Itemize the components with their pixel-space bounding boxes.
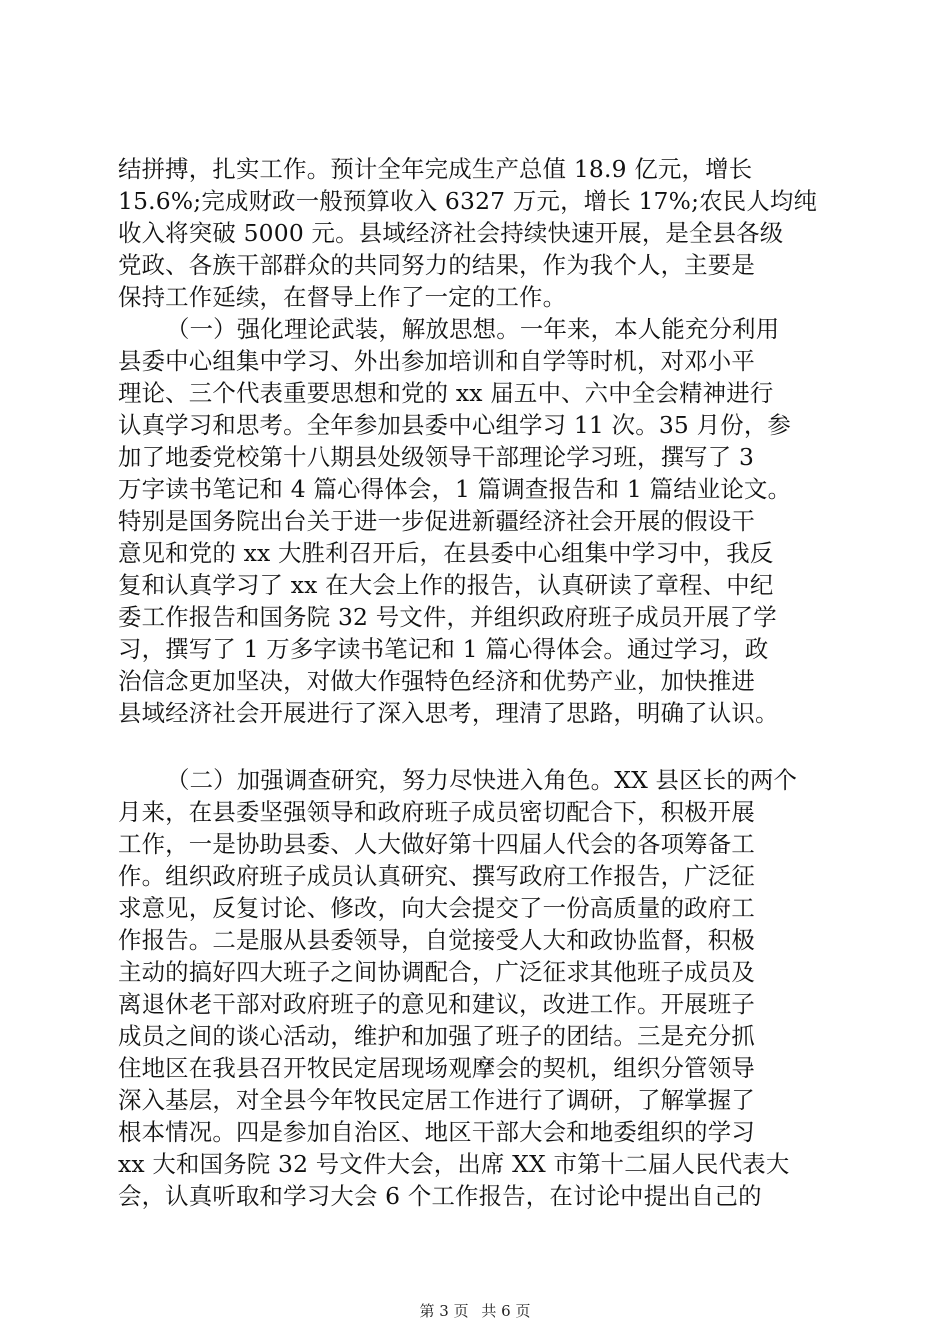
text-line: 主动的搞好四大班子之间协调配合，广泛征求其他班子成员及 [118, 958, 755, 986]
text-line: 作。组织政府班子成员认真研究、撰写政府工作报告，广泛征 [118, 862, 755, 890]
text-line: 理论、三个代表重要思想和党的 xx 届五中、六中全会精神进行 [118, 379, 774, 407]
total-pages: 共 6 页 [481, 1302, 531, 1320]
text-line: 求意见，反复讨论、修改，向大会提交了一份高质量的政府工 [118, 894, 755, 922]
paragraph-continuation [118, 153, 838, 313]
text-line: 加了地委党校第十八期县处级领导干部理论学习班，撰写了 3 [118, 443, 755, 471]
text-line: 党政、各族干部群众的共同努力的结果，作为我个人，主要是 [118, 251, 755, 279]
text-line: 意见和党的 xx 大胜利召开后，在县委中心组集中学习中，我反 [118, 539, 774, 567]
text-line: 特别是国务院出台关于进一步促进新疆经济社会开展的假设干 [118, 507, 755, 535]
section-two-paragraph [118, 764, 838, 1212]
text-line: 根本情况。四是参加自治区、地区干部大会和地委组织的学习 [118, 1118, 755, 1146]
page-footer [0, 1300, 950, 1321]
text-line: 保持工作延续，在督导上作了一定的工作。 [118, 283, 567, 311]
text-line: 作报告。二是服从县委领导，自觉接受人大和政协监督，积极 [118, 926, 755, 954]
text-line: 月来，在县委坚强领导和政府班子成员密切配合下，积极开展 [118, 798, 755, 826]
text-line: 县域经济社会开展进行了深入思考，理清了思路，明确了认识。 [118, 699, 779, 727]
text-line: 离退休老干部对政府班子的意见和建议，改进工作。开展班子 [118, 990, 755, 1018]
text-line: 深入基层，对全县今年牧民定居工作进行了调研，了解掌握了 [118, 1086, 755, 1114]
text-line: 万字读书笔记和 4 篇心得体会，1 篇调查报告和 1 篇结业论文。 [118, 475, 792, 503]
section-heading-line: （二）加强调查研究，努力尽快进入角色。XX 县区长的两个 [166, 766, 798, 794]
text-line: 会，认真听取和学习大会 6 个工作报告，在讨论中提出自己的 [118, 1182, 762, 1210]
text-line: 复和认真学习了 xx 在大会上作的报告，认真研读了章程、中纪 [118, 571, 774, 599]
text-line: 15.6%;完成财政一般预算收入 6327 万元，增长 17%;农民人均纯 [118, 187, 818, 215]
text-line: 结拼搏，扎实工作。预计全年完成生产总值 18.9 亿元，增长 [118, 155, 753, 183]
section-one-paragraph [118, 313, 838, 729]
text-line: 住地区在我县召开牧民定居现场观摩会的契机，组织分管领导 [118, 1054, 755, 1082]
section-heading-line: （一）强化理论武装，解放思想。一年来，本人能充分利用 [166, 315, 780, 343]
text-line: 治信念更加坚决，对做大作强特色经济和优势产业，加快推进 [118, 667, 755, 695]
page-number: 第 3 页 [419, 1302, 469, 1320]
text-line: 习，撰写了 1 万多字读书笔记和 1 篇心得体会。通过学习，政 [118, 635, 769, 663]
text-line: xx 大和国务院 32 号文件大会，出席 XX 市第十二届人民代表大 [118, 1150, 790, 1178]
text-line: 委工作报告和国务院 32 号文件，并组织政府班子成员开展了学 [118, 603, 777, 631]
document-body [118, 153, 838, 1212]
text-line: 县委中心组集中学习、外出参加培训和自学等时机，对邓小平 [118, 347, 755, 375]
paragraph-gap [118, 729, 838, 764]
text-line: 工作，一是协助县委、人大做好第十四届人代会的各项筹备工 [118, 830, 755, 858]
text-line: 成员之间的谈心活动，维护和加强了班子的团结。三是充分抓 [118, 1022, 755, 1050]
text-line: 认真学习和思考。全年参加县委中心组学习 11 次。35 月份，参 [118, 411, 791, 439]
text-line: 收入将突破 5000 元。县域经济社会持续快速开展，是全县各级 [118, 219, 784, 247]
